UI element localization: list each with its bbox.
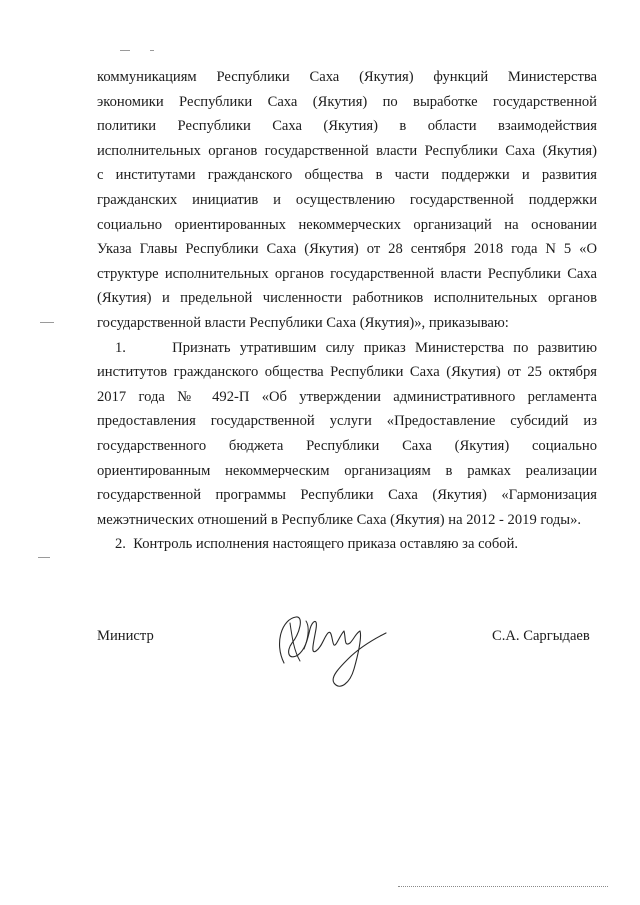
scan-speck (40, 322, 54, 323)
text-line: институтов гражданского общества Республики Саха (Якутия) от 25 октября (97, 364, 597, 381)
text-line: Указа Главы Республики Саха (Якутия) от 28 сентября 2018 года N 5 «О (97, 241, 597, 258)
text-line: 1. Признать утратившим силу приказ Министерства по развитию (115, 339, 597, 356)
scan-speck (38, 557, 50, 558)
text-line: предоставления государственной услуги «Предоставление субсидий из (97, 413, 597, 430)
text-line: ориентированным некоммерческим организациям в рамках реализации (97, 462, 597, 479)
text-line: структуре исполнительных органов государственной власти Республики Саха (97, 265, 597, 282)
text-line: с институтами гражданского общества в части поддержки и развития (97, 167, 597, 184)
text-line: исполнительных органов государственной власти Республики Саха (Якутия) (97, 142, 597, 159)
text-line: социально ориентированных некоммерческих организаций на основании (97, 216, 597, 233)
document-body (97, 65, 597, 557)
text-line: государственного бюджета Республики Саха (Якутия) социально (97, 437, 597, 454)
scan-speck (150, 50, 154, 51)
text-line: политики Республики Саха (Якутия) в области взаимодействия (97, 118, 597, 135)
text-line: государственной программы Республики Саха (Якутия) «Гармонизация (97, 487, 597, 504)
footer-dotted-line (398, 886, 608, 887)
text-line: гражданских инициатив и осуществлению государственной поддержки (97, 191, 597, 208)
text-line: государственной власти Республики Саха (Якутия)», приказываю: (97, 314, 509, 331)
text-line: 2. Контроль исполнения настоящего приказа оставляю за собой. (115, 536, 519, 553)
text-line: межэтнических отношений в Республике Саха (Якутия) на 2012 - 2019 годы». (97, 511, 582, 528)
text-line: (Якутия) и предельной численности работников исполнительных органов (97, 290, 597, 307)
scan-speck (120, 50, 130, 51)
intro-paragraph (97, 65, 597, 336)
text-line: коммуникациям Республики Саха (Якутия) функций Министерства (97, 69, 597, 85)
signer-name: С.А. Саргыдаев (492, 628, 590, 644)
signer-title: Министр (97, 628, 154, 644)
item-1-paragraph (97, 336, 597, 533)
text-line: 2017 года № 492-П «Об утверждении административного регламента (97, 388, 597, 405)
handwritten-signature (270, 603, 390, 695)
text-line: экономики Республики Саха (Якутия) по выработке государственной (97, 93, 597, 110)
item-2-paragraph (97, 532, 597, 557)
